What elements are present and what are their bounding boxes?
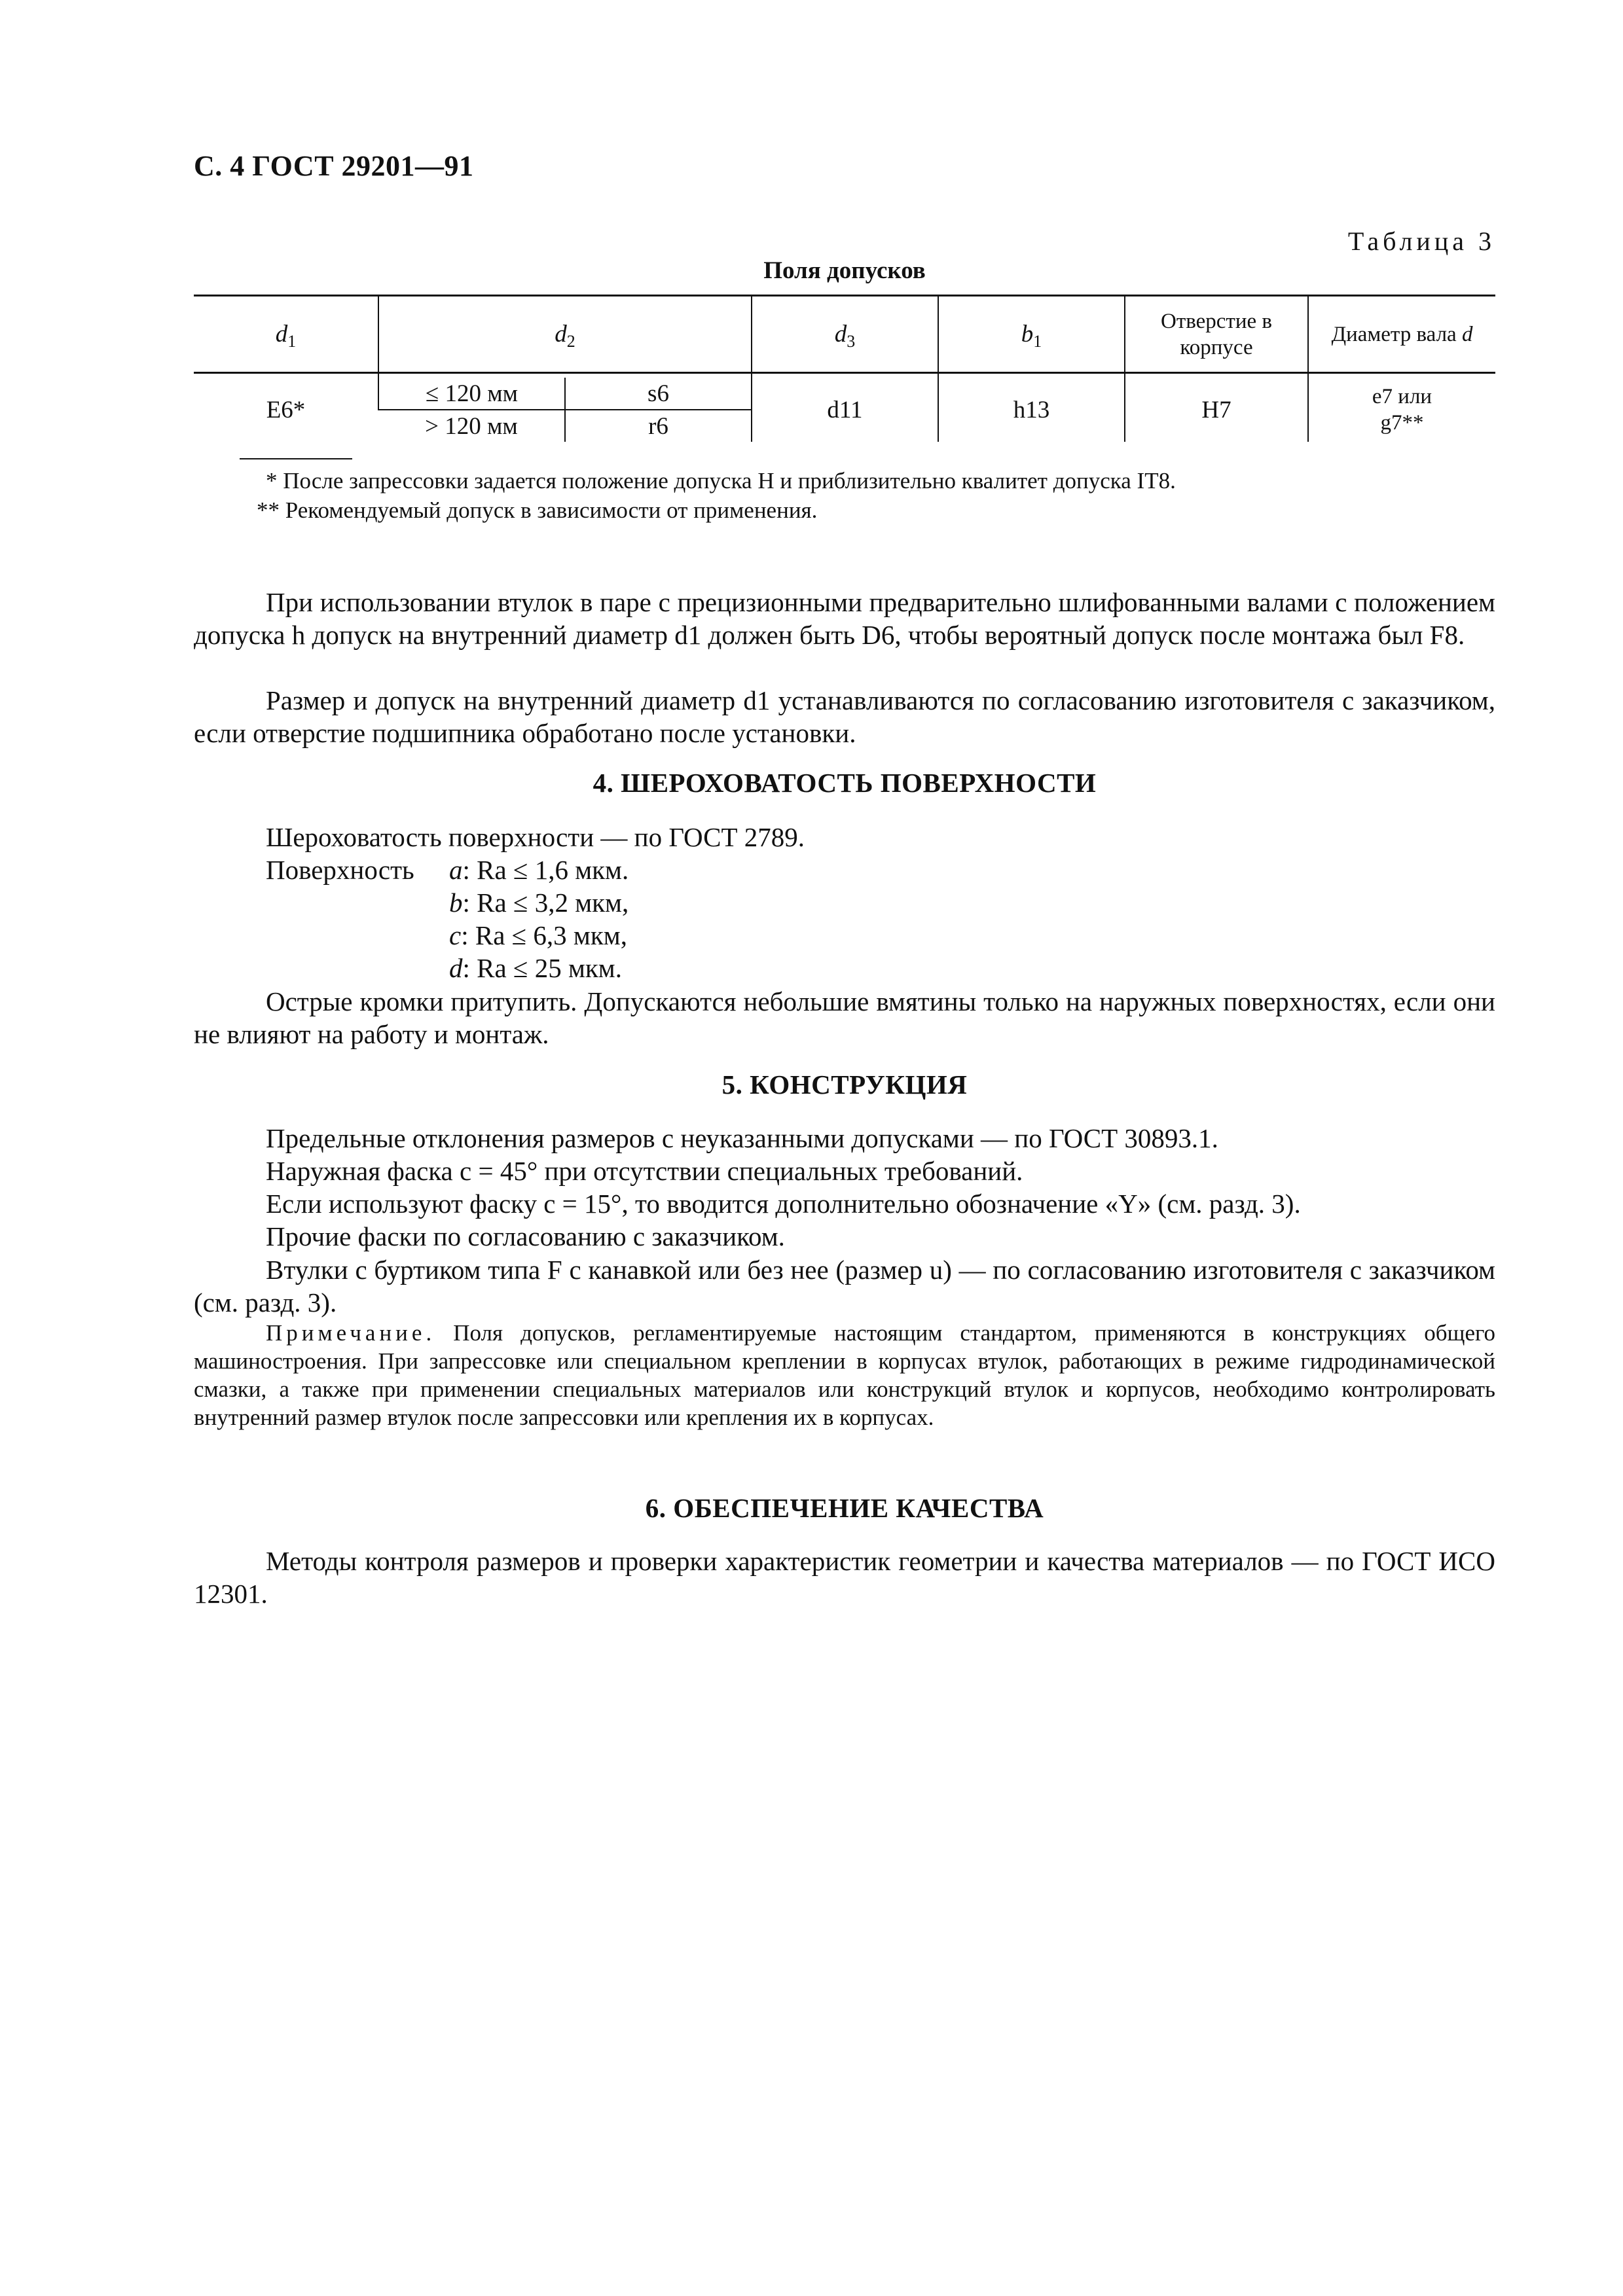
paragraph-flange: Втулки с буртиком типа F с канавкой или без нее (размер u) — по согласованию изготовителя с заказчиком (см. разд. 3). [194, 1255, 1495, 1318]
surface-label: Поверхность [266, 855, 414, 885]
cell-d2-range-gt: > 120 мм [425, 412, 518, 440]
cell-b1: h13 [938, 378, 1125, 442]
footnote-divider [240, 458, 352, 459]
table-label: Таблица 3 [1347, 226, 1495, 256]
cell-housing: H7 [1125, 378, 1308, 442]
tolerance-table [194, 295, 1495, 442]
header-d3: $d_3$ [752, 296, 938, 373]
header-d1: $d_1$ [194, 296, 378, 373]
note-block [194, 1319, 1495, 1431]
cell-shaft [1308, 378, 1495, 442]
cell-shaft-line2: g7** [1380, 411, 1424, 435]
roughness-line: Шероховатость поверхности — по ГОСТ 2789. [266, 822, 805, 852]
surface-item: c: Ra ≤ 6,3 мкм, [449, 920, 627, 950]
section-5-title: 5. КОНСТРУКЦИЯ [721, 1069, 968, 1100]
cell-d2-value-le: s6 [565, 378, 752, 410]
surface-item: d: Ra ≤ 25 мкм. [449, 953, 622, 983]
table-title: Поля допусков [763, 257, 926, 284]
header-shaft: Диаметр вала d [1308, 296, 1495, 373]
paragraph-shafts: При использовании втулок в паре с прецизионными предварительно шлифованными валами с положением допуска h допуск на внутренний диаметр d1 должен быть D6, чтобы вероятный допуск после монтажа был F8. [194, 587, 1495, 650]
section-6-title: 6. ОБЕСПЕЧЕНИЕ КАЧЕСТВА [645, 1493, 1044, 1523]
cell-shaft-line1: e7 или [1372, 385, 1432, 408]
header-housing: Отверстие в корпусе [1125, 296, 1308, 373]
cell-d2-range-le: ≤ 120 мм [378, 378, 565, 410]
chamfer-line: Наружная фаска c = 45° при отсутствии специальных требований. [266, 1156, 1023, 1186]
deviations-line: Предельные отклонения размеров с неуказанными допусками — по ГОСТ 30893.1. [266, 1123, 1218, 1153]
header-b1: $b_1$ [938, 296, 1125, 373]
table-header-row [194, 296, 1495, 373]
surface-item: a: Ra ≤ 1,6 мкм. [449, 855, 629, 885]
paragraph-quality: Методы контроля размеров и проверки характеристик геометрии и качества материалов — по ГОСТ ИСО 12301. [194, 1546, 1495, 1609]
note-label: Примечание. [266, 1320, 436, 1346]
page-header: С. 4 ГОСТ 29201—91 [194, 150, 474, 182]
cell-d2-value-gt: r6 [565, 410, 752, 442]
chamfer-y-line: Если используют фаску c = 15°, то вводится дополнительно обозначение «Y» (см. разд. 3). [266, 1189, 1301, 1219]
cell-d3: d11 [752, 378, 938, 442]
table-row [194, 378, 1495, 410]
footnote-1: * После запрессовки задается положение допуска H и приблизительно квалитет допуска IT8. [266, 468, 1176, 493]
header-d2: $d_2$ [378, 296, 752, 373]
paragraph-inner-diameter: Размер и допуск на внутренний диаметр d1 устанавливаются по согласованию изготовителя с заказчиком, если отверстие подшипника обработано после установки. [194, 685, 1495, 748]
footnote-2: ** Рекомендуемый допуск в зависимости от применения. [257, 497, 818, 523]
note-text: Поля допусков, регламентируемые настоящим стандартом, применяются в конструкциях общего машиностроения. При запрессовке или специальном креплении в корпусах втулок, работающих в режиме гидродинамической смазки, а также при применении специальных материалов или конструкций втулок и корпусов, необходимо контролировать внутренний размер втулок после запрессовки или крепления их в корпусах. [194, 1320, 1495, 1430]
cell-d1: E6* [266, 396, 306, 423]
surface-item: b: Ra ≤ 3,2 мкм, [449, 888, 629, 918]
section-4-title: 4. ШЕРОХОВАТОСТЬ ПОВЕРХНОСТИ [593, 768, 1097, 798]
paragraph-edges: Острые кромки притупить. Допускаются небольшие вмятины только на наружных поверхностях, если они не влияют на работу и монтаж. [194, 986, 1495, 1049]
other-chamfers-line: Прочие фаски по согласованию с заказчиком. [266, 1221, 785, 1251]
